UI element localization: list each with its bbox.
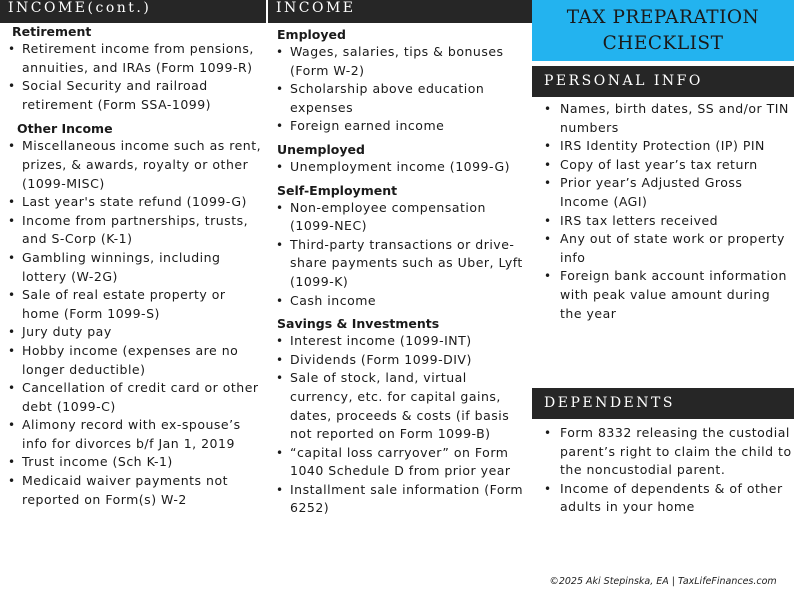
list-item: • Social Security and railroad retirement (Form SSA-1099) bbox=[8, 78, 212, 112]
section-title-savings-investments: Savings & Investments bbox=[277, 316, 440, 332]
list-item: • Interest income (1099-INT) bbox=[268, 332, 532, 351]
list-item: • Cancellation of credit card or other debt (1099-C) bbox=[8, 380, 259, 414]
list-item: • Trust income (Sch K-1) bbox=[0, 453, 266, 472]
bullet-icon: • bbox=[544, 176, 552, 191]
checklist-column bbox=[532, 0, 794, 613]
list-item: • Gambling winnings, including lottery (W-2G) bbox=[8, 249, 221, 284]
bullet-icon: • bbox=[276, 445, 284, 460]
bullet-icon: • bbox=[544, 139, 552, 154]
bullet-icon: • bbox=[8, 288, 16, 303]
list-item: • Hobby income (expenses are no longer deductible) bbox=[8, 342, 239, 377]
list-item: • Unemployment income (1099-G) bbox=[268, 158, 532, 177]
list-item: • IRS Identity Protection (IP) PIN bbox=[532, 137, 794, 156]
personal-info-header: PERSONAL INFO bbox=[532, 66, 794, 97]
bullet-icon: • bbox=[544, 102, 552, 116]
personal-info-list bbox=[532, 100, 794, 323]
list-item: • Alimony record with ex-spouse’s info for divorces b/f Jan 1, 2019 bbox=[8, 417, 241, 451]
bullet-icon: • bbox=[276, 200, 284, 215]
section-title-self-employment: Self-Employment bbox=[277, 182, 398, 198]
list-item: • Copy of last year’s tax return bbox=[532, 156, 794, 175]
checklist-title bbox=[532, 0, 794, 61]
title-line-1: TAX PREPARATION bbox=[566, 7, 760, 28]
list-item: • Foreign bank account information with peak value amount during the year bbox=[544, 268, 787, 321]
list-item: • Jury duty pay bbox=[0, 323, 266, 342]
list-item: • Names, birth dates, SS and/or TIN numbers bbox=[544, 101, 789, 135]
bullet-icon: • bbox=[276, 482, 284, 497]
list-item: • Scholarship above education expenses bbox=[276, 81, 485, 115]
list-item: • Prior year’s Adjusted Gross Income (AGI) bbox=[544, 175, 743, 209]
retirement-list bbox=[0, 40, 266, 114]
self-employment-list bbox=[268, 199, 532, 311]
title-line-2: CHECKLIST bbox=[602, 33, 724, 54]
section-title-unemployed: Unemployed bbox=[277, 141, 365, 157]
list-item: • Form 8332 releasing the custodial parent’s right to claim the child to the noncustodial parent. bbox=[544, 425, 792, 478]
income-column bbox=[268, 0, 532, 613]
bullet-icon: • bbox=[8, 250, 16, 265]
list-item: • Retirement income from pensions, annuities, and IRAs (Form 1099-R) bbox=[8, 41, 254, 75]
list-item: • Cash income bbox=[268, 292, 532, 311]
list-item: • Non-employee compensation (1099-NEC) bbox=[276, 199, 486, 234]
list-item: • IRS tax letters received bbox=[532, 212, 794, 231]
list-item: • Sale of real estate property or home (Form 1099-S) bbox=[8, 287, 226, 321]
bullet-icon: • bbox=[276, 293, 284, 308]
list-item: • Last year's state refund (1099-G) bbox=[0, 193, 266, 212]
bullet-icon: • bbox=[544, 157, 552, 172]
list-item: • Sale of stock, land, virtual currency, etc. for capital gains, dates, proceeds & costs (if basis not reported on Form 1099-B) bbox=[276, 370, 510, 442]
bullet-icon: • bbox=[8, 343, 16, 358]
list-item: • “capital loss carryover” on Form 1040 Schedule D from prior year bbox=[276, 444, 511, 479]
section-title-retirement: Retirement bbox=[12, 24, 92, 39]
bullet-icon: • bbox=[8, 474, 16, 489]
list-item: • Income from partnerships, trusts, and S-Corp (K-1) bbox=[8, 212, 249, 247]
bullet-icon: • bbox=[544, 269, 552, 284]
list-item: • Any out of state work or property info bbox=[544, 231, 785, 265]
income-header: INCOME bbox=[268, 0, 532, 23]
bullet-icon: • bbox=[8, 42, 16, 56]
list-item: • Dividends (Form 1099-DIV) bbox=[268, 351, 532, 370]
income-continued-header: INCOME(cont.) bbox=[0, 0, 266, 23]
other-income-list bbox=[0, 137, 266, 509]
list-item: • Miscellaneous income such as rent, prizes, & awards, royalty or other (1099-MISC) bbox=[8, 138, 262, 191]
list-item: • Wages, salaries, tips & bonuses (Form W-2) bbox=[276, 44, 504, 78]
bullet-icon: • bbox=[276, 45, 284, 59]
list-item: • Third-party transactions or drive-share payments such as Uber, Lyft (1099-K) bbox=[276, 236, 523, 289]
bullet-icon: • bbox=[544, 213, 552, 228]
bullet-icon: • bbox=[8, 381, 16, 396]
bullet-icon: • bbox=[276, 119, 284, 134]
savings-investments-list bbox=[268, 332, 532, 518]
bullet-icon: • bbox=[276, 352, 284, 367]
bullet-icon: • bbox=[8, 195, 16, 210]
list-item: • Installment sale information (Form 6252) bbox=[276, 481, 524, 516]
bullet-icon: • bbox=[544, 232, 552, 247]
section-title-employed: Employed bbox=[277, 27, 346, 42]
bullet-icon: • bbox=[276, 371, 284, 386]
section-title-other-income: Other Income bbox=[17, 121, 113, 137]
dependents-header: DEPENDENTS bbox=[532, 388, 794, 419]
bullet-icon: • bbox=[8, 213, 16, 228]
bullet-icon: • bbox=[8, 325, 16, 340]
bullet-icon: • bbox=[544, 426, 552, 440]
list-item: • Income of dependents & of other adults in your home bbox=[544, 480, 783, 515]
bullet-icon: • bbox=[8, 418, 16, 433]
dependents-list bbox=[532, 424, 794, 517]
bullet-icon: • bbox=[276, 334, 284, 349]
bullet-icon: • bbox=[276, 82, 284, 97]
unemployed-list bbox=[268, 158, 532, 177]
bullet-icon: • bbox=[544, 481, 552, 496]
list-item: • Medicaid waiver payments not reported on Form(s) W-2 bbox=[8, 473, 228, 507]
bullet-icon: • bbox=[8, 455, 16, 470]
list-item: • Foreign earned income bbox=[268, 117, 532, 136]
bullet-icon: • bbox=[276, 237, 284, 252]
bullet-icon: • bbox=[8, 139, 16, 154]
income-continued-column bbox=[0, 0, 266, 613]
bullet-icon: • bbox=[276, 159, 284, 174]
employed-list bbox=[268, 43, 532, 136]
bullet-icon: • bbox=[8, 79, 16, 94]
copyright-credit: ©2025 Aki Stepinska, EA | TaxLifeFinances.com bbox=[549, 576, 777, 587]
